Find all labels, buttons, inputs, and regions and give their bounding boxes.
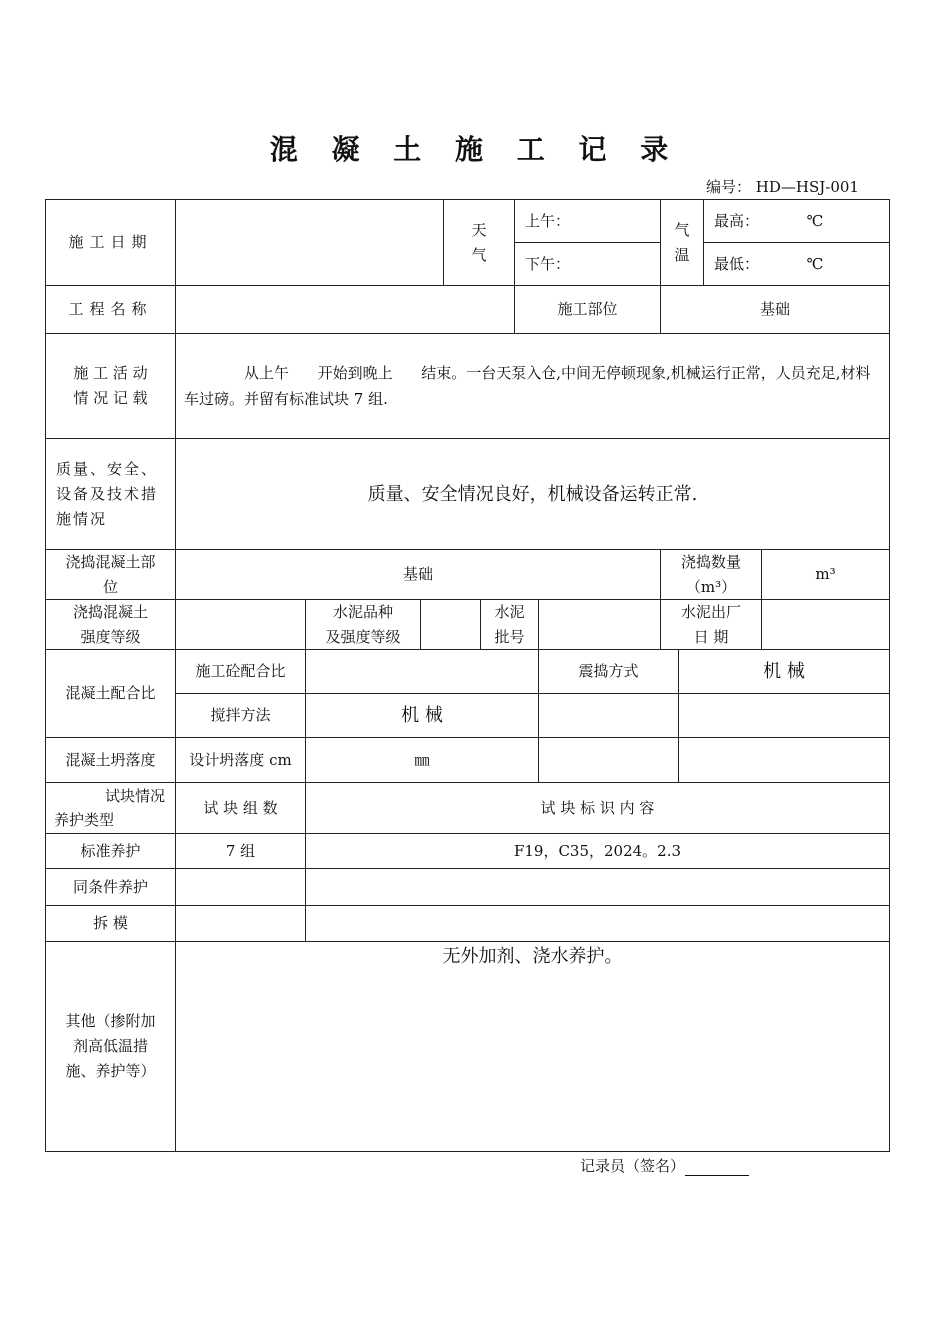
field-formwork-marks[interactable] — [305, 905, 890, 942]
field-weather-pm[interactable]: 下午： — [514, 242, 661, 286]
label-slump: 混凝土坍落度 — [45, 737, 176, 783]
label-construction-part: 施工部位 — [514, 285, 661, 334]
label-strength-grade: 浇捣混凝土 强度等级 — [45, 599, 176, 650]
label-specimen-header — [45, 782, 176, 834]
label-project-name: 工程名称 — [45, 285, 176, 334]
field-max-temp[interactable]: 最高： ℃ — [703, 199, 890, 243]
label-mixing: 搅拌方法 — [175, 693, 306, 738]
label-mix: 混凝土配合比 — [45, 649, 176, 738]
label-standard-cure: 标准养护 — [45, 833, 176, 869]
label-formwork: 拆 模 — [45, 905, 176, 942]
label-specimen-groups: 试 块 组 数 — [175, 782, 306, 834]
label-specimen-marks: 试 块 标 识 内 容 — [305, 782, 890, 834]
label-cement-type: 水泥品种 及强度等级 — [305, 599, 421, 650]
label-quality: 质量、安全、 设备及技术措 施情况 — [45, 438, 176, 550]
recorder-signature — [580, 1155, 749, 1176]
label-other: 其他（掺附加 剂高低温措 施、养护等） — [45, 941, 176, 1152]
field-blank-b[interactable] — [678, 693, 890, 738]
field-same-groups[interactable] — [175, 868, 306, 906]
field-mix-ratio[interactable] — [305, 649, 539, 694]
document-number: 编号： HD—HSJ-001 — [706, 178, 859, 196]
field-strength-grade[interactable] — [175, 599, 306, 650]
recorder-label: 记录员（签名） — [580, 1157, 686, 1175]
specimen-header-top: 试块情况 — [104, 787, 165, 805]
field-same-marks[interactable] — [305, 868, 890, 906]
label-activity: 施 工 活 动 情 况 记 载 — [45, 333, 176, 439]
field-cement-type[interactable] — [420, 599, 481, 650]
label-temperature: 气 温 — [660, 199, 704, 286]
field-vibration[interactable]: 机 械 — [678, 649, 890, 694]
field-other[interactable]: 无外加剂、浇水养护。 — [175, 941, 890, 1152]
field-formwork-groups[interactable] — [175, 905, 306, 942]
label-cement-date: 水泥出厂 日 期 — [660, 599, 762, 650]
specimen-header-bottom: 养护类型 — [54, 811, 115, 829]
field-activity[interactable] — [175, 333, 890, 439]
signature-line[interactable] — [685, 1160, 749, 1176]
field-slump-blank-a[interactable] — [538, 737, 679, 783]
field-standard-marks[interactable]: F19，C35，2024。2.3 — [305, 833, 890, 869]
field-weather-am[interactable]: 上午： — [514, 199, 661, 243]
label-vibration: 震捣方式 — [538, 649, 679, 694]
label-cement-batch: 水泥 批号 — [480, 599, 539, 650]
field-mixing[interactable]: 机 械 — [305, 693, 539, 738]
field-construction-part[interactable]: 基础 — [660, 285, 890, 334]
field-project-name[interactable] — [175, 285, 515, 334]
field-pour-part[interactable]: 基础 — [175, 549, 661, 600]
field-slump-blank-b[interactable] — [678, 737, 890, 783]
label-mix-ratio: 施工砼配合比 — [175, 649, 306, 694]
label-pour-part: 浇捣混凝土部 位 — [45, 549, 176, 600]
field-date[interactable] — [175, 199, 444, 286]
label-same-cure: 同条件养护 — [45, 868, 176, 906]
label-design-slump: 设计坍落度 cm — [175, 737, 306, 783]
field-standard-groups[interactable]: 7 组 — [175, 833, 306, 869]
label-weather: 天 气 — [443, 199, 515, 286]
label-pour-quantity: 浇捣数量 （m³） — [660, 549, 762, 600]
field-quality[interactable]: 质量、安全情况良好，机械设备运转正常. — [175, 438, 890, 550]
field-design-slump[interactable]: ㎜ — [305, 737, 539, 783]
activity-text: 从上午 开始到晚上 结束。一台天泵入仓,中间无停顿现象,机械运行正常，人员充足,材料车过磅。并留有标准试块 7 组. — [184, 364, 871, 408]
label-date: 施工日期 — [45, 199, 176, 286]
field-pour-quantity[interactable]: m³ — [761, 549, 890, 600]
page-title: 混 凝 土 施 工 记 录 — [269, 133, 681, 166]
field-blank-a[interactable] — [538, 693, 679, 738]
field-min-temp[interactable]: 最低： ℃ — [703, 242, 890, 286]
field-cement-date[interactable] — [761, 599, 890, 650]
field-cement-batch[interactable] — [538, 599, 661, 650]
